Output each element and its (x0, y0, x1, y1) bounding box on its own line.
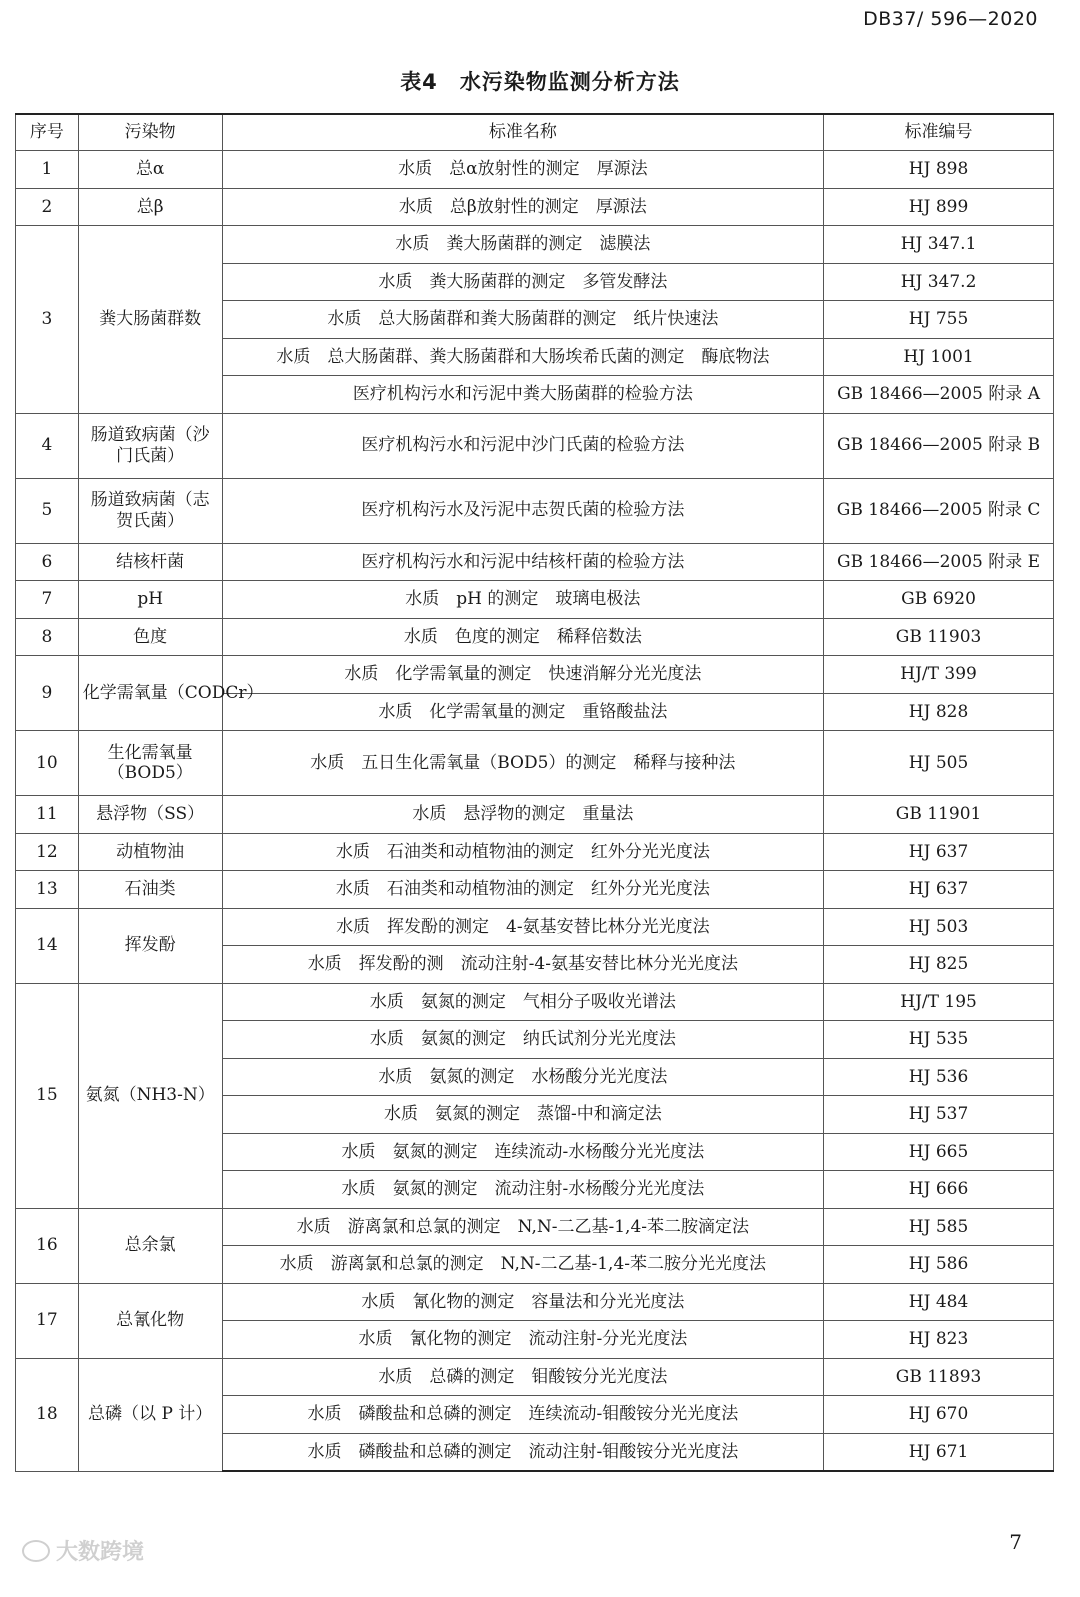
row-number: 3 (16, 226, 79, 414)
column-header: 标准编号 (824, 114, 1054, 151)
table-row (16, 796, 1054, 834)
standard-name-cell: 水质 石油类和动植物油的测定 红外分光光度法 (222, 871, 824, 909)
table-row (16, 151, 1054, 189)
pollutant-cell: 色度 (78, 618, 222, 656)
row-number: 4 (16, 413, 79, 478)
standard-name-cell: 水质 总大肠菌群和粪大肠菌群的测定 纸片快速法 (222, 301, 824, 339)
pollutant-cell: 总磷（以 P 计） (78, 1358, 222, 1471)
row-number: 15 (16, 983, 79, 1208)
pollutant-cell: 氨氮（NH3-N） (78, 983, 222, 1208)
row-number: 8 (16, 618, 79, 656)
pollutant-cell: 生化需氧量（BOD5） (78, 731, 222, 796)
standard-code-cell: HJ 347.1 (824, 226, 1054, 264)
standard-code-cell: HJ/T 399 (824, 656, 1054, 694)
standard-code-cell: GB 18466—2005 附录 A (824, 376, 1054, 414)
standard-code-cell: GB 18466—2005 附录 E (824, 543, 1054, 581)
standard-code-cell: HJ 823 (824, 1321, 1054, 1359)
standard-name-cell: 水质 挥发酚的测 流动注射-4-氨基安替比林分光光度法 (222, 946, 824, 984)
standard-name-cell: 水质 氨氮的测定 蒸馏-中和滴定法 (222, 1096, 824, 1134)
pollutant-cell: 挥发酚 (78, 908, 222, 983)
standard-name-cell: 水质 游离氯和总氯的测定 N,N-二乙基-1,4-苯二胺滴定法 (222, 1208, 824, 1246)
table-header-row (16, 114, 1054, 151)
standard-code-cell: HJ 347.2 (824, 263, 1054, 301)
standard-code-cell: HJ 898 (824, 151, 1054, 189)
standard-code-cell: HJ 825 (824, 946, 1054, 984)
column-header: 污染物 (78, 114, 222, 151)
pollutant-cell: 化学需氧量（CODCr） (78, 656, 222, 731)
standard-name-cell: 水质 化学需氧量的测定 重铬酸盐法 (222, 693, 824, 731)
row-number: 13 (16, 871, 79, 909)
standard-code-cell: HJ 535 (824, 1021, 1054, 1059)
row-number: 17 (16, 1283, 79, 1358)
standard-name-cell: 水质 五日生化需氧量（BOD5）的测定 稀释与接种法 (222, 731, 824, 796)
page-number: 7 (1009, 1530, 1022, 1554)
standard-name-cell: 医疗机构污水和污泥中结核杆菌的检验方法 (222, 543, 824, 581)
standard-code-cell: HJ 665 (824, 1133, 1054, 1171)
standard-name-cell: 水质 氨氮的测定 连续流动-水杨酸分光光度法 (222, 1133, 824, 1171)
standard-code-cell: GB 18466—2005 附录 C (824, 478, 1054, 543)
row-number: 16 (16, 1208, 79, 1283)
table-row (16, 1283, 1054, 1321)
standard-code-cell: HJ 586 (824, 1246, 1054, 1284)
standard-code-cell: HJ 484 (824, 1283, 1054, 1321)
standard-code-cell: HJ 637 (824, 871, 1054, 909)
standard-code-cell: HJ 666 (824, 1171, 1054, 1209)
pollutant-cell: 总氰化物 (78, 1283, 222, 1358)
standard-name-cell: 水质 氰化物的测定 容量法和分光光度法 (222, 1283, 824, 1321)
standard-code-cell: HJ 505 (824, 731, 1054, 796)
table-row (16, 543, 1054, 581)
document-code: DB37/ 596—2020 (863, 8, 1038, 30)
row-number: 11 (16, 796, 79, 834)
standard-name-cell: 水质 总磷的测定 钼酸铵分光光度法 (222, 1358, 824, 1396)
row-number: 2 (16, 188, 79, 226)
row-number: 14 (16, 908, 79, 983)
row-number: 12 (16, 833, 79, 871)
watermark-text: 大数跨境 (56, 1540, 145, 1565)
standard-name-cell: 水质 游离氯和总氯的测定 N,N-二乙基-1,4-苯二胺分光光度法 (222, 1246, 824, 1284)
standard-name-cell: 水质 pH 的测定 玻璃电极法 (222, 581, 824, 619)
pollutant-cell: 总β (78, 188, 222, 226)
standard-code-cell: GB 11903 (824, 618, 1054, 656)
pollutant-cell: 粪大肠菌群数 (78, 226, 222, 414)
standard-code-cell: GB 11893 (824, 1358, 1054, 1396)
table-row (16, 413, 1054, 478)
standard-name-cell: 水质 氨氮的测定 气相分子吸收光谱法 (222, 983, 824, 1021)
table-row (16, 871, 1054, 909)
standard-name-cell: 水质 磷酸盐和总磷的测定 流动注射-钼酸铵分光光度法 (222, 1433, 824, 1471)
table-row (16, 656, 1054, 694)
standard-name-cell: 医疗机构污水及污泥中志贺氏菌的检验方法 (222, 478, 824, 543)
table-row (16, 1208, 1054, 1246)
table-row (16, 478, 1054, 543)
standard-name-cell: 水质 悬浮物的测定 重量法 (222, 796, 824, 834)
watermark (22, 1535, 144, 1566)
standard-name-cell: 水质 粪大肠菌群的测定 滤膜法 (222, 226, 824, 264)
table-row (16, 226, 1054, 264)
standard-code-cell: GB 6920 (824, 581, 1054, 619)
standard-name-cell: 水质 总大肠菌群、粪大肠菌群和大肠埃希氏菌的测定 酶底物法 (222, 338, 824, 376)
column-header: 标准名称 (222, 114, 824, 151)
standard-name-cell: 水质 磷酸盐和总磷的测定 连续流动-钼酸铵分光光度法 (222, 1396, 824, 1434)
row-number: 1 (16, 151, 79, 189)
table-body (16, 151, 1054, 1472)
pollutant-cell: 肠道致病菌（志贺氏菌） (78, 478, 222, 543)
pollutant-cell: 肠道致病菌（沙门氏菌） (78, 413, 222, 478)
pollutant-cell: 悬浮物（SS） (78, 796, 222, 834)
standard-name-cell: 水质 氨氮的测定 水杨酸分光光度法 (222, 1058, 824, 1096)
pollutant-cell: 总α (78, 151, 222, 189)
standard-code-cell: HJ 536 (824, 1058, 1054, 1096)
row-number: 5 (16, 478, 79, 543)
standard-code-cell: GB 11901 (824, 796, 1054, 834)
standard-name-cell: 水质 挥发酚的测定 4-氨基安替比林分光光度法 (222, 908, 824, 946)
standard-code-cell: HJ 828 (824, 693, 1054, 731)
standard-code-cell: HJ 537 (824, 1096, 1054, 1134)
table-row (16, 983, 1054, 1021)
table-row (16, 188, 1054, 226)
table-row (16, 833, 1054, 871)
pollutant-cell: 动植物油 (78, 833, 222, 871)
standard-name-cell: 水质 粪大肠菌群的测定 多管发酵法 (222, 263, 824, 301)
standard-name-cell: 水质 石油类和动植物油的测定 红外分光光度法 (222, 833, 824, 871)
standard-code-cell: HJ 670 (824, 1396, 1054, 1434)
standard-code-cell: HJ 585 (824, 1208, 1054, 1246)
table-title-text: 水污染物监测分析方法 (459, 70, 680, 94)
logo-icon (22, 1540, 50, 1562)
standard-code-cell: HJ 503 (824, 908, 1054, 946)
standard-code-cell: HJ 637 (824, 833, 1054, 871)
column-header: 序号 (16, 114, 79, 151)
row-number: 6 (16, 543, 79, 581)
table-number: 表4 (400, 70, 438, 94)
standard-name-cell: 水质 氨氮的测定 流动注射-水杨酸分光光度法 (222, 1171, 824, 1209)
standard-name-cell: 水质 化学需氧量的测定 快速消解分光光度法 (222, 656, 824, 694)
table-row (16, 618, 1054, 656)
standard-name-cell: 水质 氰化物的测定 流动注射-分光光度法 (222, 1321, 824, 1359)
standard-code-cell: HJ 899 (824, 188, 1054, 226)
table-title (0, 66, 1080, 96)
table-row (16, 1358, 1054, 1396)
row-number: 9 (16, 656, 79, 731)
standard-name-cell: 水质 总α放射性的测定 厚源法 (222, 151, 824, 189)
standards-table (15, 113, 1054, 1472)
standard-code-cell: HJ 671 (824, 1433, 1054, 1471)
standard-name-cell: 医疗机构污水和污泥中粪大肠菌群的检验方法 (222, 376, 824, 414)
standard-code-cell: HJ 755 (824, 301, 1054, 339)
row-number: 10 (16, 731, 79, 796)
pollutant-cell: 总余氯 (78, 1208, 222, 1283)
row-number: 7 (16, 581, 79, 619)
standard-code-cell: GB 18466—2005 附录 B (824, 413, 1054, 478)
standard-code-cell: HJ 1001 (824, 338, 1054, 376)
standard-name-cell: 水质 总β放射性的测定 厚源法 (222, 188, 824, 226)
pollutant-cell: 结核杆菌 (78, 543, 222, 581)
standard-name-cell: 水质 氨氮的测定 纳氏试剂分光光度法 (222, 1021, 824, 1059)
pollutant-cell: pH (78, 581, 222, 619)
pollutant-cell: 石油类 (78, 871, 222, 909)
table-row (16, 908, 1054, 946)
table-row (16, 581, 1054, 619)
row-number: 18 (16, 1358, 79, 1471)
standard-code-cell: HJ/T 195 (824, 983, 1054, 1021)
standard-name-cell: 医疗机构污水和污泥中沙门氏菌的检验方法 (222, 413, 824, 478)
standard-name-cell: 水质 色度的测定 稀释倍数法 (222, 618, 824, 656)
table-row (16, 731, 1054, 796)
